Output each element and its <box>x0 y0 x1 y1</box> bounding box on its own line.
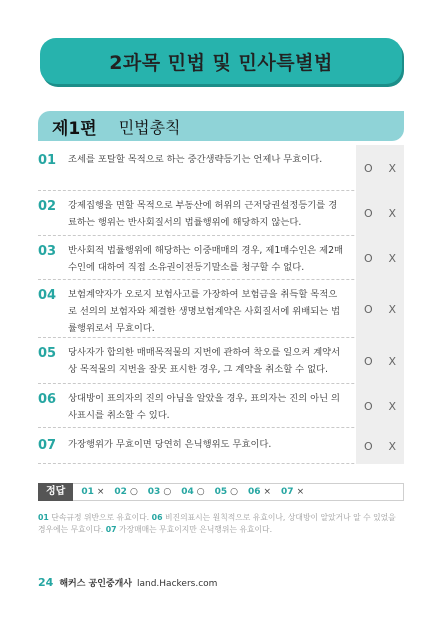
answer-items <box>81 487 314 497</box>
chapter-header <box>38 111 404 141</box>
choice-x[interactable]: X <box>388 161 397 175</box>
question-number: 02 <box>38 199 57 214</box>
answer-number: 03 <box>147 487 161 497</box>
answer-number: 02 <box>114 487 127 497</box>
answer-item <box>81 487 104 497</box>
question-row <box>38 428 404 464</box>
question-text: 상대방이 표의자의 진의 아님을 알았을 경우, 표의자는 진의 아닌 의사표시를 취소할 수 있다. <box>68 393 341 421</box>
question-text: 당사자가 합의한 매매목적물의 지번에 관하여 착오를 일으켜 계약서상 목적물의 지번을 잘못 표시한 경우, 그 계약을 취소할 수 없다. <box>68 347 341 375</box>
answer-mark: × <box>263 487 272 497</box>
question-number: 07 <box>38 438 57 453</box>
answer-mark: ○ <box>163 487 172 497</box>
answer-mark: ○ <box>196 487 205 497</box>
explanation-number: 07 <box>105 525 117 534</box>
question-text: 보험계약자가 오로지 보험사고를 가장하여 보험금을 취득할 목적으로 선의의 보험자와 체결한 생명보험계약은 사회질서에 위배되는 법률행위로서 무효이다. <box>68 289 341 334</box>
choice-x[interactable]: X <box>388 302 397 316</box>
choice-o[interactable]: O <box>363 302 373 316</box>
question-number: 04 <box>38 288 57 303</box>
question-row <box>38 338 404 384</box>
answer-number: 06 <box>247 487 261 497</box>
question-number: 01 <box>38 153 57 168</box>
answer-number: 05 <box>214 487 228 497</box>
answer-number: 01 <box>81 487 94 497</box>
question-row <box>38 236 404 280</box>
question-row <box>38 280 404 338</box>
choice-o[interactable]: O <box>363 354 373 368</box>
answer-label: 정답 <box>38 483 73 501</box>
question-text: 조세를 포탈할 목적으로 하는 중간생략등기는 언제나 무효이다. <box>68 154 323 165</box>
answer-mark: × <box>96 487 105 497</box>
ox-choice <box>356 384 404 428</box>
question-number: 06 <box>38 392 57 407</box>
ox-choice <box>356 280 404 338</box>
explanation-number: 06 <box>151 513 163 522</box>
ox-choice <box>356 338 404 384</box>
question-text: 반사회적 법률행위에 해당하는 이중매매의 경우, 제1매수인은 제2매수인에 대하여 직접 소유권이전등기말소를 청구할 수 없다. <box>68 245 343 273</box>
choice-x[interactable]: X <box>388 354 397 368</box>
answer-item <box>248 487 271 497</box>
answer-item <box>114 487 137 497</box>
choice-x[interactable]: X <box>388 439 397 453</box>
ox-choice <box>356 191 404 236</box>
ox-choice <box>356 236 404 280</box>
explanation-text: 가장매매는 무효이지만 은닉행위는 유효이다. <box>119 525 273 534</box>
page-number: 24 <box>38 576 54 589</box>
choice-x[interactable]: X <box>388 207 397 220</box>
question-text: 강제집행을 면할 목적으로 부동산에 허위의 근저당권설정등기를 경료하는 행위는 반사회질서의 법률행위에 해당하지 않는다. <box>68 200 338 228</box>
choice-o[interactable]: O <box>363 161 373 175</box>
choice-o[interactable]: O <box>363 439 373 453</box>
answer-number: 07 <box>281 487 294 497</box>
choice-x[interactable]: X <box>388 399 397 413</box>
answer-mark: × <box>296 487 305 497</box>
answer-item <box>181 487 204 497</box>
choice-o[interactable]: O <box>363 207 373 220</box>
explanations <box>38 512 404 536</box>
subject-title-banner <box>40 38 402 84</box>
answer-key <box>38 483 404 501</box>
question-number: 03 <box>38 244 57 259</box>
question-list <box>38 151 404 464</box>
chapter-name: 민법총칙 <box>118 117 181 137</box>
choice-o[interactable]: O <box>363 399 373 413</box>
answer-item <box>215 487 238 497</box>
answer-mark: ○ <box>129 487 138 497</box>
subject-title: 2과목 민법 및 민사특별법 <box>109 51 333 74</box>
explanation-text: 단속규정 위반으로 유효이다. <box>51 513 150 522</box>
choice-x[interactable]: X <box>388 251 397 265</box>
question-text: 가장행위가 무효이면 당연히 은닉행위도 무효이다. <box>68 439 272 450</box>
explanation-number: 01 <box>38 513 49 522</box>
question-row <box>38 384 404 428</box>
answer-mark: ○ <box>230 487 238 497</box>
choice-o[interactable]: O <box>363 251 373 265</box>
footer-brand: 해커스 공인중개사 <box>59 579 132 589</box>
question-row <box>38 151 404 191</box>
answer-item <box>148 487 171 497</box>
question-number: 05 <box>38 346 57 361</box>
explanation-text: 비진의표시는 원칙적으로 유효이나, 상대방이 알았거나 알 수 있었을 경우에는 무효이다. <box>38 513 396 534</box>
page-footer <box>38 576 217 589</box>
answer-number: 04 <box>181 487 194 497</box>
footer-url[interactable]: land.Hackers.com <box>137 579 218 589</box>
ox-choice <box>356 428 404 464</box>
question-row <box>38 191 404 236</box>
ox-choice <box>356 145 404 191</box>
chapter-number: 제1편 <box>52 118 97 139</box>
answer-item <box>281 487 304 497</box>
